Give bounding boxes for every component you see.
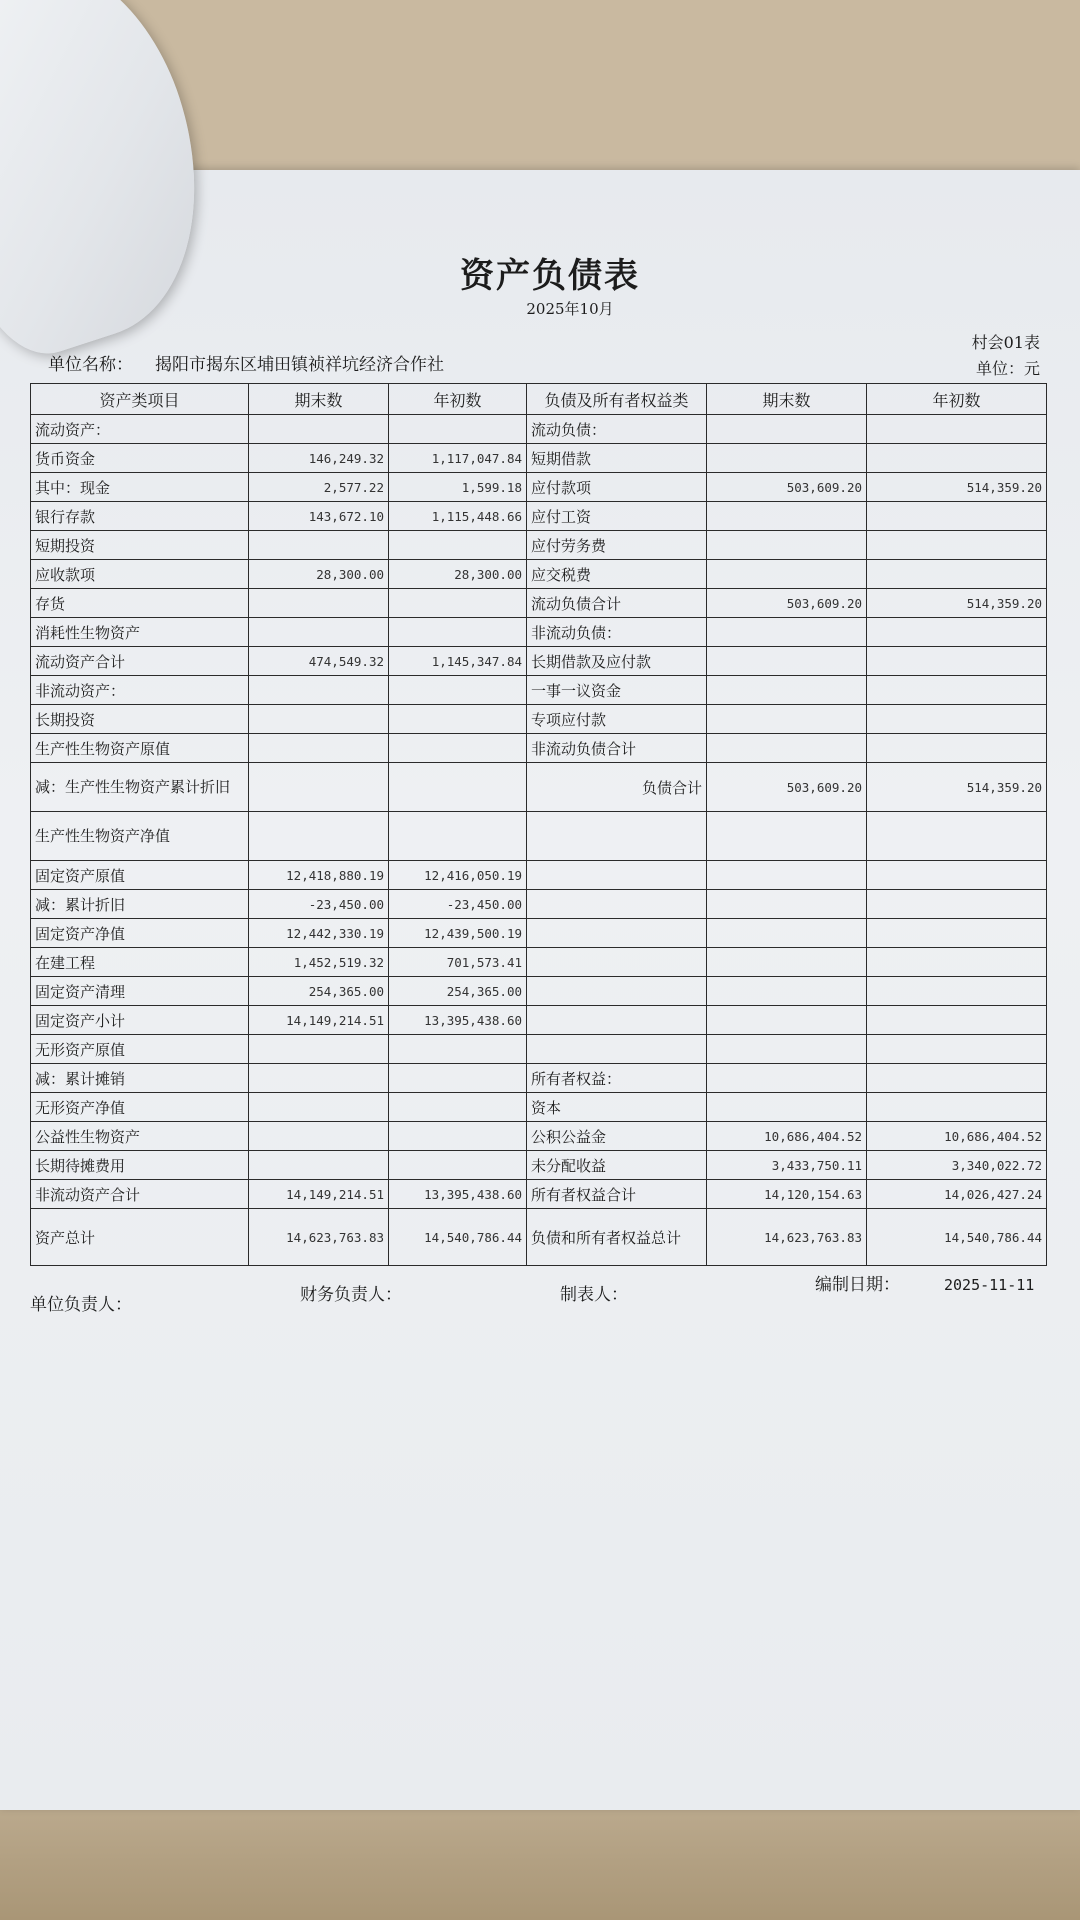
asset-label: 消耗性生物资产 <box>31 618 249 647</box>
asset-label: 在建工程 <box>31 948 249 977</box>
liability-year-begin: 514,359.20 <box>867 589 1047 618</box>
asset-label: 银行存款 <box>31 502 249 531</box>
liability-year-begin <box>867 1006 1047 1035</box>
asset-period-end: 12,418,880.19 <box>249 861 389 890</box>
liability-period-end <box>707 734 867 763</box>
asset-label: 非流动资产合计 <box>31 1180 249 1209</box>
asset-label: 流动资产合计 <box>31 647 249 676</box>
liability-year-begin <box>867 676 1047 705</box>
liability-total-label: 负债和所有者权益总计 <box>527 1209 707 1266</box>
table-header-row <box>31 384 1047 415</box>
table-row <box>31 1006 1047 1035</box>
asset-total-year-begin: 14,540,786.44 <box>389 1209 527 1266</box>
asset-year-begin: 28,300.00 <box>389 560 527 589</box>
liability-year-begin <box>867 812 1047 861</box>
asset-label: 短期投资 <box>31 531 249 560</box>
form-code: 村会01表 <box>971 333 1040 352</box>
liability-year-begin: 14,026,427.24 <box>867 1180 1047 1209</box>
liability-period-end <box>707 948 867 977</box>
liability-label <box>527 1006 707 1035</box>
asset-label: 固定资产净值 <box>31 919 249 948</box>
asset-label: 固定资产小计 <box>31 1006 249 1035</box>
asset-year-begin: 1,599.18 <box>389 473 527 502</box>
liability-period-end <box>707 919 867 948</box>
liability-period-end <box>707 977 867 1006</box>
asset-period-end: 143,672.10 <box>249 502 389 531</box>
asset-period-end: 12,442,330.19 <box>249 919 389 948</box>
report-period: 2025年10月 <box>526 300 614 318</box>
liability-period-end <box>707 812 867 861</box>
liability-label: 非流动负债合计 <box>527 734 707 763</box>
liability-label <box>527 890 707 919</box>
liability-label <box>527 1035 707 1064</box>
table-row <box>31 763 1047 812</box>
liability-period-end <box>707 618 867 647</box>
table-row <box>31 977 1047 1006</box>
asset-year-begin <box>389 1122 527 1151</box>
table-row <box>31 415 1047 444</box>
asset-label: 减：累计折旧 <box>31 890 249 919</box>
header-asset-year-begin: 年初数 <box>389 384 527 415</box>
header-liability-item: 负债及所有者权益类 <box>527 384 707 415</box>
asset-year-begin: 12,439,500.19 <box>389 919 527 948</box>
unit-name-value: 揭阳市揭东区埔田镇祯祥坑经济合作社 <box>155 355 444 375</box>
asset-period-end: 254,365.00 <box>249 977 389 1006</box>
liability-year-begin: 514,359.20 <box>867 763 1047 812</box>
unit-name-line <box>48 350 444 375</box>
liability-label: 专项应付款 <box>527 705 707 734</box>
liability-label <box>527 948 707 977</box>
asset-period-end <box>249 1122 389 1151</box>
liability-label <box>527 977 707 1006</box>
liability-period-end <box>707 1035 867 1064</box>
asset-year-begin: -23,450.00 <box>389 890 527 919</box>
table-row <box>31 1064 1047 1093</box>
asset-year-begin <box>389 812 527 861</box>
liability-period-end: 14,120,154.63 <box>707 1180 867 1209</box>
asset-year-begin: 701,573.41 <box>389 948 527 977</box>
table-row <box>31 560 1047 589</box>
header-liability-period-end: 期末数 <box>707 384 867 415</box>
asset-year-begin <box>389 1064 527 1093</box>
asset-period-end <box>249 531 389 560</box>
table-row <box>31 444 1047 473</box>
liability-year-begin: 10,686,404.52 <box>867 1122 1047 1151</box>
asset-period-end <box>249 1035 389 1064</box>
liability-label: 所有者权益： <box>527 1064 707 1093</box>
asset-label: 无形资产净值 <box>31 1093 249 1122</box>
asset-label: 货币资金 <box>31 444 249 473</box>
table-row <box>31 473 1047 502</box>
asset-label: 存货 <box>31 589 249 618</box>
liability-label: 负债合计 <box>527 763 707 812</box>
asset-year-begin: 254,365.00 <box>389 977 527 1006</box>
liability-label: 应付劳务费 <box>527 531 707 560</box>
compile-date-label: 编制日期： <box>815 1275 900 1295</box>
table-row <box>31 705 1047 734</box>
asset-year-begin <box>389 531 527 560</box>
liability-period-end <box>707 705 867 734</box>
asset-period-end <box>249 812 389 861</box>
liability-period-end <box>707 676 867 705</box>
asset-label: 应收款项 <box>31 560 249 589</box>
table-row <box>31 812 1047 861</box>
asset-period-end: 2,577.22 <box>249 473 389 502</box>
liability-year-begin <box>867 977 1047 1006</box>
header-asset-item: 资产类项目 <box>31 384 249 415</box>
liability-label: 长期借款及应付款 <box>527 647 707 676</box>
liability-label: 公积公益金 <box>527 1122 707 1151</box>
asset-total-period-end: 14,623,763.83 <box>249 1209 389 1266</box>
asset-label: 无形资产原值 <box>31 1035 249 1064</box>
asset-period-end <box>249 676 389 705</box>
asset-year-begin <box>389 763 527 812</box>
liability-year-begin <box>867 444 1047 473</box>
asset-period-end <box>249 734 389 763</box>
liability-year-begin <box>867 919 1047 948</box>
asset-period-end: 474,549.32 <box>249 647 389 676</box>
unit-name-label: 单位名称： <box>48 355 133 375</box>
asset-label: 非流动资产： <box>31 676 249 705</box>
asset-year-begin <box>389 676 527 705</box>
table-row <box>31 919 1047 948</box>
asset-period-end <box>249 763 389 812</box>
liability-period-end <box>707 647 867 676</box>
asset-period-end <box>249 1151 389 1180</box>
header-asset-period-end: 期末数 <box>249 384 389 415</box>
table-row <box>31 589 1047 618</box>
liability-period-end: 503,609.20 <box>707 589 867 618</box>
compile-date <box>815 1270 1034 1295</box>
liability-period-end <box>707 415 867 444</box>
asset-label: 生产性生物资产原值 <box>31 734 249 763</box>
liability-year-begin <box>867 948 1047 977</box>
asset-period-end: 14,149,214.51 <box>249 1006 389 1035</box>
asset-period-end <box>249 618 389 647</box>
asset-period-end <box>249 1093 389 1122</box>
liability-year-begin <box>867 560 1047 589</box>
table-row <box>31 502 1047 531</box>
liability-period-end <box>707 502 867 531</box>
liability-period-end <box>707 1006 867 1035</box>
liability-label <box>527 812 707 861</box>
liability-year-begin: 514,359.20 <box>867 473 1047 502</box>
asset-period-end: 28,300.00 <box>249 560 389 589</box>
header-liability-year-begin: 年初数 <box>867 384 1047 415</box>
liability-year-begin <box>867 1035 1047 1064</box>
finance-head-signature: 财务负责人： <box>300 1285 402 1305</box>
asset-period-end <box>249 1064 389 1093</box>
liability-label: 应付款项 <box>527 473 707 502</box>
asset-year-begin: 1,117,047.84 <box>389 444 527 473</box>
liability-label: 应交税费 <box>527 560 707 589</box>
liability-total-period-end: 14,623,763.83 <box>707 1209 867 1266</box>
compile-date-value: 2025-11-11 <box>944 1276 1035 1294</box>
table-row <box>31 861 1047 890</box>
table-row <box>31 618 1047 647</box>
table-row <box>31 1151 1047 1180</box>
asset-period-end <box>249 589 389 618</box>
liability-label <box>527 919 707 948</box>
liability-year-begin <box>867 1093 1047 1122</box>
liability-label: 短期借款 <box>527 444 707 473</box>
liability-year-begin: 3,340,022.72 <box>867 1151 1047 1180</box>
liability-year-begin <box>867 618 1047 647</box>
liability-year-begin <box>867 647 1047 676</box>
asset-year-begin: 12,416,050.19 <box>389 861 527 890</box>
liability-period-end: 10,686,404.52 <box>707 1122 867 1151</box>
asset-year-begin: 1,145,347.84 <box>389 647 527 676</box>
document-sheet <box>0 170 1080 1810</box>
asset-year-begin: 1,115,448.66 <box>389 502 527 531</box>
liability-period-end: 3,433,750.11 <box>707 1151 867 1180</box>
asset-period-end <box>249 705 389 734</box>
asset-year-begin: 13,395,438.60 <box>389 1180 527 1209</box>
liability-label: 所有者权益合计 <box>527 1180 707 1209</box>
liability-year-begin <box>867 890 1047 919</box>
liability-label: 应付工资 <box>527 502 707 531</box>
asset-period-end: -23,450.00 <box>249 890 389 919</box>
asset-year-begin <box>389 705 527 734</box>
liability-label: 流动负债： <box>527 415 707 444</box>
table-row <box>31 531 1047 560</box>
balance-sheet-table <box>30 383 1047 1266</box>
asset-label: 长期投资 <box>31 705 249 734</box>
table-row <box>31 948 1047 977</box>
table-row <box>31 1180 1047 1209</box>
asset-label: 减：生产性生物资产累计折旧 <box>31 763 249 812</box>
asset-period-end <box>249 415 389 444</box>
asset-label: 流动资产： <box>31 415 249 444</box>
asset-period-end: 146,249.32 <box>249 444 389 473</box>
asset-year-begin <box>389 1035 527 1064</box>
table-row <box>31 1093 1047 1122</box>
liability-label: 非流动负债： <box>527 618 707 647</box>
liability-period-end: 503,609.20 <box>707 473 867 502</box>
liability-year-begin <box>867 531 1047 560</box>
asset-year-begin <box>389 589 527 618</box>
liability-year-begin <box>867 415 1047 444</box>
liability-label: 流动负债合计 <box>527 589 707 618</box>
asset-year-begin <box>389 1151 527 1180</box>
table-row <box>31 1035 1047 1064</box>
liability-year-begin <box>867 734 1047 763</box>
liability-period-end <box>707 531 867 560</box>
table-row <box>31 734 1047 763</box>
table-row <box>31 647 1047 676</box>
liability-year-begin <box>867 705 1047 734</box>
asset-label: 其中：现金 <box>31 473 249 502</box>
liability-period-end <box>707 1093 867 1122</box>
liability-period-end <box>707 444 867 473</box>
currency-unit: 单位：元 <box>975 359 1040 378</box>
asset-label: 长期待摊费用 <box>31 1151 249 1180</box>
asset-label: 固定资产清理 <box>31 977 249 1006</box>
asset-label: 公益性生物资产 <box>31 1122 249 1151</box>
unit-head-signature: 单位负责人： <box>30 1295 132 1315</box>
document-title: 资产负债表 <box>460 256 640 296</box>
liability-label: 资本 <box>527 1093 707 1122</box>
table-row <box>31 890 1047 919</box>
asset-year-begin <box>389 1093 527 1122</box>
liability-year-begin <box>867 861 1047 890</box>
liability-period-end <box>707 861 867 890</box>
liability-label <box>527 861 707 890</box>
asset-year-begin <box>389 415 527 444</box>
asset-label: 固定资产原值 <box>31 861 249 890</box>
liability-period-end: 503,609.20 <box>707 763 867 812</box>
liability-year-begin <box>867 1064 1047 1093</box>
table-row-total <box>31 1209 1047 1266</box>
preparer-signature: 制表人： <box>560 1285 628 1305</box>
asset-period-end: 1,452,519.32 <box>249 948 389 977</box>
asset-label: 生产性生物资产净值 <box>31 812 249 861</box>
liability-year-begin <box>867 502 1047 531</box>
liability-label: 一事一议资金 <box>527 676 707 705</box>
table-row <box>31 1122 1047 1151</box>
liability-total-year-begin: 14,540,786.44 <box>867 1209 1047 1266</box>
liability-period-end <box>707 560 867 589</box>
liability-period-end <box>707 890 867 919</box>
asset-year-begin: 13,395,438.60 <box>389 1006 527 1035</box>
table-row <box>31 676 1047 705</box>
liability-period-end <box>707 1064 867 1093</box>
asset-total-label: 资产总计 <box>31 1209 249 1266</box>
liability-label: 未分配收益 <box>527 1151 707 1180</box>
asset-year-begin <box>389 734 527 763</box>
asset-label: 减：累计摊销 <box>31 1064 249 1093</box>
asset-period-end: 14,149,214.51 <box>249 1180 389 1209</box>
asset-year-begin <box>389 618 527 647</box>
